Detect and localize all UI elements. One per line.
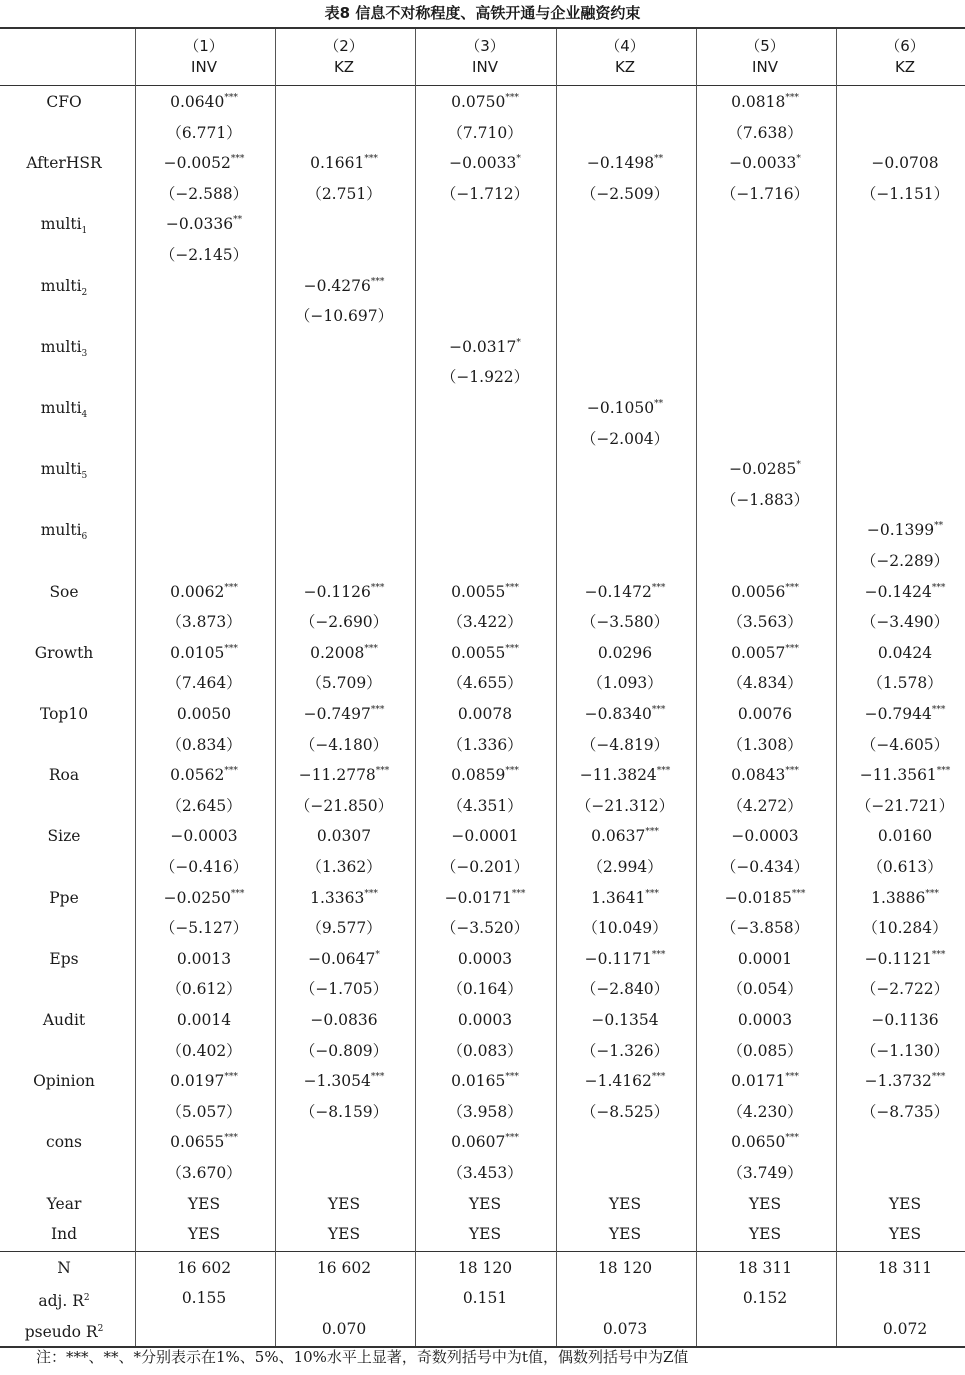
coefficient-cell: 0.0076 [737, 705, 793, 723]
column-separator [275, 29, 276, 1346]
statistic-cell: （7.710） [447, 123, 523, 142]
coefficient-cell: −0.1126*** [303, 582, 385, 601]
fixed-effect-cell: YES [187, 1225, 221, 1244]
statistic-cell: （−21.312） [575, 796, 675, 815]
coefficient-cell: 0.0296 [597, 643, 653, 662]
coefficient-cell: 0.0078 [457, 705, 513, 723]
statistic-cell: （−8.159） [299, 1102, 389, 1121]
coefficient-cell: −0.0250*** [163, 888, 245, 907]
stat-value-cell: 0.152 [742, 1289, 788, 1308]
column-dependent-var: INV [752, 58, 778, 76]
coefficient-cell: −0.0001 [451, 827, 519, 846]
statistic-cell: （0.612） [166, 980, 242, 999]
column-number: （2） [324, 37, 364, 55]
coefficient-cell: 0.0062*** [170, 582, 238, 601]
stat-value-cell: 18 120 [597, 1258, 653, 1277]
statistic-cell: （10.284） [862, 919, 948, 938]
statistic-cell: （−2.509） [580, 184, 670, 203]
statistic-cell: （1.308） [727, 735, 803, 754]
coefficient-cell: −0.1050** [586, 399, 664, 417]
coefficient-cell: 0.0003 [457, 949, 513, 968]
column-header [284, 36, 404, 78]
statistic-cell: （−3.580） [580, 613, 670, 632]
row-label: AfterHSR [26, 154, 102, 173]
stats-rule [0, 1251, 965, 1252]
coefficient-cell: −0.1354 [591, 1011, 659, 1029]
statistic-cell: （−2.145） [159, 246, 249, 264]
statistic-cell: （0.402） [166, 1041, 242, 1060]
coefficient-cell: 0.0160 [877, 827, 933, 846]
column-separator [696, 29, 697, 1346]
statistic-cell: （1.093） [587, 674, 663, 693]
column-header [144, 36, 264, 78]
statistic-cell: （4.351） [447, 796, 523, 815]
coefficient-cell: −0.1136 [871, 1011, 939, 1029]
coefficient-cell: 0.0003 [737, 1011, 793, 1029]
statistic-cell: （3.563） [727, 613, 803, 632]
column-header [845, 36, 965, 78]
statistic-cell: （−3.490） [860, 613, 950, 632]
statistic-cell: （2.751） [306, 184, 382, 203]
coefficient-cell: 0.0640*** [170, 93, 238, 111]
coefficient-cell: −0.0185*** [724, 888, 806, 907]
statistic-cell: （3.749） [727, 1164, 803, 1182]
column-separator [836, 29, 837, 1346]
statistic-cell: （7.464） [166, 674, 242, 693]
fixed-effect-cell: YES [468, 1225, 502, 1244]
table-bottom-rule [0, 1346, 965, 1348]
column-header [565, 36, 685, 78]
fixed-effect-cell: YES [468, 1194, 502, 1213]
coefficient-cell: −0.0336** [165, 215, 243, 234]
statistic-cell: （−0.201） [440, 858, 530, 876]
fixed-effect-label: Ind [50, 1225, 78, 1244]
statistic-cell: （5.709） [306, 674, 382, 693]
statistic-cell: （−2.289） [860, 552, 950, 570]
column-dependent-var: INV [472, 58, 498, 76]
statistic-cell: （−8.735） [860, 1102, 950, 1121]
stat-value-cell: 16 602 [176, 1258, 232, 1277]
row-label: multi$_1$ [40, 215, 88, 237]
coefficient-cell: 0.0859*** [451, 766, 519, 785]
coefficient-cell: −11.2778*** [298, 766, 390, 785]
coefficient-cell: 1.3641*** [591, 888, 659, 907]
table-note: 注：***、**、*分别表示在1%、5%、10%水平上显著，奇数列括号中为t值，偶数列括号中为Z值 [36, 1348, 689, 1366]
coefficient-cell: −0.1399** [866, 521, 944, 540]
fixed-effect-cell: YES [608, 1194, 642, 1213]
coefficient-cell: 0.0607*** [451, 1133, 519, 1152]
column-dependent-var: INV [191, 58, 217, 76]
statistic-cell: （7.638） [727, 123, 803, 142]
coefficient-cell: 0.0818*** [731, 93, 799, 111]
row-label: Audit [42, 1011, 86, 1029]
header-rule [0, 85, 965, 86]
coefficient-cell: 0.0001 [737, 949, 793, 968]
coefficient-cell: −0.4276*** [303, 276, 385, 295]
statistic-cell: （2.645） [166, 796, 242, 815]
statistic-cell: （3.873） [166, 613, 242, 632]
coefficient-cell: 0.0057*** [731, 643, 799, 662]
row-label: multi$_5$ [40, 460, 88, 482]
row-label: Size [47, 827, 81, 846]
table-top-rule [0, 27, 965, 29]
statistic-cell: （3.958） [447, 1102, 523, 1121]
stat-label: pseudo $R^2$ [24, 1323, 104, 1342]
statistic-cell: （0.085） [727, 1041, 803, 1060]
statistic-cell: （−2.588） [159, 184, 249, 203]
table-title: 表8 信息不对称程度、高铁开通与企业融资约束 [324, 4, 641, 22]
statistic-cell: （−1.705） [299, 980, 389, 999]
row-label: Roa [48, 766, 80, 785]
coefficient-cell: 0.0424 [877, 643, 933, 662]
coefficient-cell: −1.4162*** [584, 1072, 666, 1091]
coefficient-cell: 0.0055*** [451, 582, 519, 601]
coefficient-cell: −1.3054*** [303, 1072, 385, 1091]
column-header [705, 36, 825, 78]
coefficient-cell: −11.3824*** [579, 766, 671, 785]
statistic-cell: （−21.721） [855, 796, 955, 815]
coefficient-cell: 0.0650*** [731, 1133, 799, 1152]
statistic-cell: （−0.416） [159, 858, 249, 876]
statistic-cell: （1.362） [306, 858, 382, 876]
coefficient-cell: 0.0750*** [451, 93, 519, 111]
row-label: Top10 [39, 705, 89, 723]
statistic-cell: （0.054） [727, 980, 803, 999]
stat-label: adj. $R^2$ [38, 1292, 90, 1311]
column-number: （4） [605, 37, 645, 55]
statistic-cell: （−1.151） [860, 184, 950, 203]
statistic-cell: （0.834） [166, 735, 242, 754]
coefficient-cell: 0.0014 [176, 1011, 232, 1029]
fixed-effect-cell: YES [748, 1194, 782, 1213]
statistic-cell: （−1.716） [720, 184, 810, 203]
stat-value-cell: 18 120 [457, 1258, 513, 1277]
statistic-cell: （−3.520） [440, 919, 530, 938]
stat-value-cell: 0.155 [181, 1289, 227, 1308]
statistic-cell: （1.578） [867, 674, 943, 693]
statistic-cell: （−1.712） [440, 184, 530, 203]
statistic-cell: （1.336） [447, 735, 523, 754]
coefficient-cell: −0.0052*** [163, 154, 245, 173]
statistic-cell: （10.049） [582, 919, 668, 938]
statistic-cell: （−3.858） [720, 919, 810, 938]
stat-label: N [57, 1258, 71, 1277]
statistic-cell: （3.422） [447, 613, 523, 632]
stat-value-cell: 0.073 [602, 1320, 648, 1338]
coefficient-cell: −0.1121*** [864, 949, 946, 968]
statistic-cell: （−0.434） [720, 858, 810, 876]
coefficient-cell: 0.0055*** [451, 643, 519, 662]
coefficient-cell: 0.0637*** [591, 827, 659, 846]
column-dependent-var: KZ [614, 58, 636, 76]
column-number: （1） [184, 37, 224, 55]
statistic-cell: （3.453） [447, 1164, 523, 1182]
statistic-cell: （4.655） [447, 674, 523, 693]
coefficient-cell: −0.7944*** [864, 705, 946, 723]
coefficient-cell: −0.0285* [729, 460, 801, 479]
coefficient-cell: −0.1424*** [864, 582, 946, 601]
coefficient-cell: −0.0708 [871, 154, 939, 173]
row-label: multi$_6$ [40, 521, 88, 543]
statistic-cell: （−2.722） [860, 980, 950, 999]
row-label: Opinion [33, 1072, 95, 1091]
statistic-cell: （4.272） [727, 796, 803, 815]
row-label: CFO [46, 93, 82, 111]
statistic-cell: （0.083） [447, 1041, 523, 1060]
coefficient-cell: −11.3561*** [859, 766, 951, 785]
coefficient-cell: 1.3886*** [871, 888, 939, 907]
statistic-cell: （−10.697） [294, 307, 394, 326]
stat-value-cell: 0.072 [882, 1320, 928, 1338]
row-label: multi$_3$ [40, 337, 88, 359]
coefficient-cell: 0.0655*** [170, 1133, 238, 1152]
row-label: Ppe [49, 888, 79, 907]
fixed-effect-cell: YES [187, 1194, 221, 1213]
statistic-cell: （−21.850） [294, 796, 394, 815]
coefficient-cell: −1.3732*** [864, 1072, 946, 1091]
coefficient-cell: −0.0003 [170, 827, 238, 846]
coefficient-cell: −0.7497*** [303, 705, 385, 723]
row-label: multi$_4$ [40, 399, 88, 421]
column-dependent-var: KZ [894, 58, 916, 76]
column-dependent-var: KZ [333, 58, 355, 76]
stat-value-cell: 16 602 [316, 1258, 372, 1277]
statistic-cell: （−4.180） [299, 735, 389, 754]
coefficient-cell: 0.0843*** [731, 766, 799, 785]
coefficient-cell: 0.0050 [176, 705, 232, 723]
coefficient-cell: −0.0171*** [444, 888, 526, 907]
fixed-effect-cell: YES [888, 1194, 922, 1213]
fixed-effect-label: Year [46, 1194, 82, 1213]
statistic-cell: （−8.525） [580, 1102, 670, 1121]
statistic-cell: （9.577） [306, 919, 382, 938]
fixed-effect-cell: YES [327, 1225, 361, 1244]
column-number: （3） [465, 37, 505, 55]
column-number: （6） [885, 37, 925, 55]
statistic-cell: （−0.809） [299, 1041, 389, 1060]
statistic-cell: （3.670） [166, 1164, 242, 1182]
statistic-cell: （4.230） [727, 1102, 803, 1121]
stat-value-cell: 18 311 [737, 1258, 793, 1277]
statistic-cell: （2.994） [587, 858, 663, 876]
coefficient-cell: 0.1661*** [310, 154, 378, 173]
coefficient-cell: 0.0105*** [170, 643, 238, 662]
fixed-effect-cell: YES [748, 1225, 782, 1244]
coefficient-cell: 0.0197*** [170, 1072, 238, 1091]
statistic-cell: （−1.883） [720, 490, 810, 509]
coefficient-cell: 0.0013 [176, 949, 232, 968]
coefficient-cell: 0.0307 [316, 827, 372, 846]
coefficient-cell: 1.3363*** [310, 888, 378, 907]
statistic-cell: （−4.605） [860, 735, 950, 754]
statistic-cell: （4.834） [727, 674, 803, 693]
row-label: multi$_2$ [40, 276, 88, 298]
column-separator [556, 29, 557, 1346]
coefficient-cell: −0.0033* [729, 154, 801, 173]
coefficient-cell: 0.0165*** [451, 1072, 519, 1091]
coefficient-cell: 0.0056*** [731, 582, 799, 601]
statistic-cell: （−2.690） [299, 613, 389, 632]
row-label: Growth [34, 643, 94, 662]
coefficient-cell: −0.0003 [731, 827, 799, 846]
statistic-cell: （−1.130） [860, 1041, 950, 1060]
coefficient-cell: −0.1498** [586, 154, 664, 173]
column-separator [135, 29, 136, 1346]
row-label: Eps [49, 949, 79, 968]
column-separator [415, 29, 416, 1346]
stat-value-cell: 0.070 [321, 1320, 367, 1338]
column-header [425, 36, 545, 78]
fixed-effect-cell: YES [608, 1225, 642, 1244]
statistic-cell: （−4.819） [580, 735, 670, 754]
coefficient-cell: −0.0317* [449, 337, 521, 356]
coefficient-cell: −0.1472*** [584, 582, 666, 601]
stat-value-cell: 0.151 [462, 1289, 508, 1308]
coefficient-cell: −0.0836 [310, 1011, 378, 1029]
statistic-cell: （0.164） [447, 980, 523, 999]
statistic-cell: （6.771） [166, 123, 242, 142]
coefficient-cell: 0.0171*** [731, 1072, 799, 1091]
fixed-effect-cell: YES [888, 1225, 922, 1244]
statistic-cell: （5.057） [166, 1102, 242, 1121]
statistic-cell: （−2.840） [580, 980, 670, 999]
coefficient-cell: −0.0647* [308, 949, 380, 968]
row-label: Soe [49, 582, 79, 601]
statistic-cell: （−2.004） [580, 429, 670, 448]
coefficient-cell: −0.0033* [449, 154, 521, 173]
statistic-cell: （−1.922） [440, 368, 530, 387]
statistic-cell: （0.613） [867, 858, 943, 876]
stat-value-cell: 18 311 [877, 1258, 933, 1277]
coefficient-cell: −0.8340*** [584, 705, 666, 723]
coefficient-cell: −0.1171*** [584, 949, 666, 968]
row-label: cons [46, 1133, 82, 1152]
statistic-cell: （−1.326） [580, 1041, 670, 1060]
column-number: （5） [745, 37, 785, 55]
coefficient-cell: 0.0003 [457, 1011, 513, 1029]
coefficient-cell: 0.0562*** [170, 766, 238, 785]
coefficient-cell: 0.2008*** [310, 643, 378, 662]
statistic-cell: （−5.127） [159, 919, 249, 938]
fixed-effect-cell: YES [327, 1194, 361, 1213]
